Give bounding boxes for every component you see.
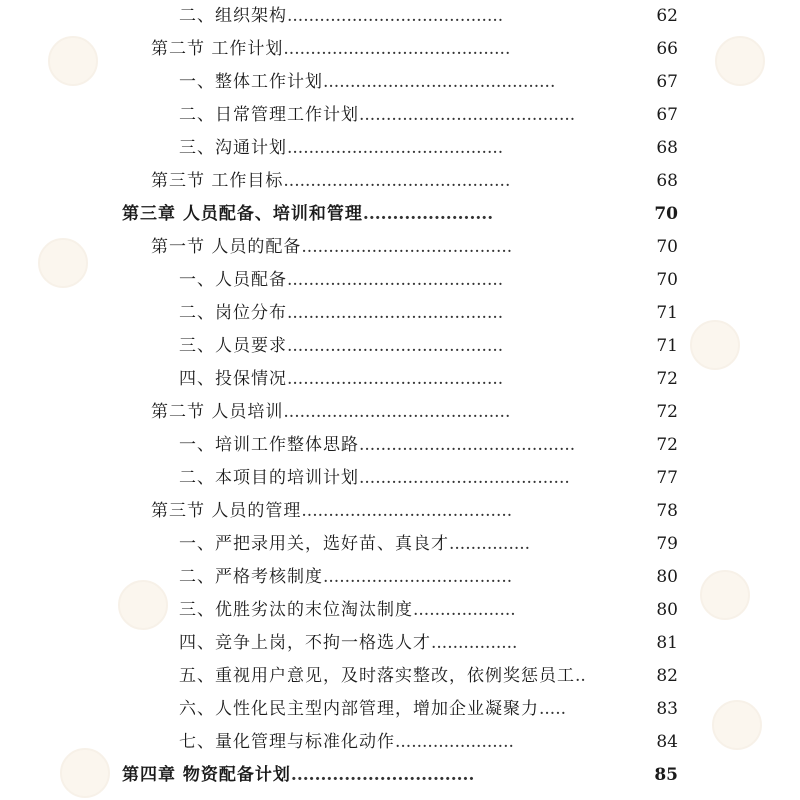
toc-entry-label: 四、竞争上岗，不拘一格选人才 xyxy=(179,633,431,653)
toc-entry-label: 三、优胜劣汰的末位淘汰制度 xyxy=(179,600,413,620)
toc-page-number: 71 xyxy=(656,303,678,323)
toc-entry-title xyxy=(122,198,493,231)
toc-entry-label: 五、重视用户意见，及时落实整改，依例奖惩员工 xyxy=(179,666,575,686)
toc-dot-leader: ........................................ xyxy=(359,435,576,455)
toc-entry-label: 第二节 人员培训 xyxy=(151,402,284,422)
toc-entry-label: 一、整体工作计划 xyxy=(179,72,323,92)
toc-entry-title xyxy=(151,165,510,198)
toc-entry-label: 一、人员配备 xyxy=(179,270,287,290)
toc-entry-item[interactable] xyxy=(0,99,800,132)
toc-entry-label: 二、岗位分布 xyxy=(179,303,287,323)
toc-entry-item[interactable] xyxy=(0,528,800,561)
toc-entry-chapter[interactable] xyxy=(0,759,800,792)
toc-entry-title xyxy=(179,693,566,726)
toc-page-number: 71 xyxy=(656,336,678,356)
toc-dot-leader: ....................................... xyxy=(301,237,513,257)
toc-dot-leader: ................ xyxy=(431,633,518,653)
toc-page-number: 62 xyxy=(656,6,678,26)
toc-page-number: 80 xyxy=(656,600,678,620)
toc-dot-leader: .......................................... xyxy=(283,39,511,59)
toc-entry-label: 七、量化管理与标准化动作 xyxy=(179,732,395,752)
toc-entry-item[interactable] xyxy=(0,132,800,165)
toc-entry-section[interactable] xyxy=(0,231,800,264)
toc-page-number: 68 xyxy=(656,138,678,158)
toc-entry-section[interactable] xyxy=(0,33,800,66)
toc-page-number: 70 xyxy=(656,270,678,290)
toc-entry-label: 第三节 工作目标 xyxy=(151,171,284,191)
toc-entry-item[interactable] xyxy=(0,660,800,693)
toc-page-number: 84 xyxy=(656,732,678,752)
toc-dot-leader: ........................................ xyxy=(287,369,504,389)
toc-entry-item[interactable] xyxy=(0,330,800,363)
toc-dot-leader: ........................................ xyxy=(287,270,504,290)
toc-entry-item[interactable] xyxy=(0,66,800,99)
toc-entry-title xyxy=(179,0,503,33)
toc-dot-leader: ........................................... xyxy=(323,72,556,92)
toc-entry-title xyxy=(179,528,530,561)
toc-dot-leader: ....................................... xyxy=(359,468,570,488)
toc-entry-label: 三、人员要求 xyxy=(179,336,287,356)
toc-entry-label: 二、日常管理工作计划 xyxy=(179,105,359,125)
toc-dot-leader: ........................................ xyxy=(287,303,504,323)
toc-dot-leader: ...................... xyxy=(362,204,494,224)
toc-dot-leader: .......................................... xyxy=(283,171,511,191)
toc-entry-title xyxy=(179,561,512,594)
toc-dot-leader: ........................................ xyxy=(287,6,504,26)
toc-entry-title xyxy=(179,462,570,495)
toc-entry-title xyxy=(151,396,510,429)
toc-entry-label: 四、投保情况 xyxy=(179,369,287,389)
toc-entry-title xyxy=(179,99,575,132)
toc-entry-title xyxy=(179,429,575,462)
toc-entry-label: 二、严格考核制度 xyxy=(179,567,323,587)
toc-page-number: 81 xyxy=(656,633,678,653)
toc-page-number: 78 xyxy=(656,501,678,521)
toc-entry-title xyxy=(179,660,586,693)
toc-entry-title xyxy=(179,363,503,396)
toc-dot-leader: ............................... xyxy=(290,765,475,785)
toc-entry-item[interactable] xyxy=(0,264,800,297)
toc-entry-title xyxy=(179,330,503,363)
toc-page-number: 82 xyxy=(656,666,678,686)
toc-entry-item[interactable] xyxy=(0,297,800,330)
toc-entry-label: 六、人性化民主型内部管理，增加企业凝聚力 xyxy=(179,699,539,719)
toc-entry-item[interactable] xyxy=(0,0,800,33)
toc-entry-item[interactable] xyxy=(0,594,800,627)
toc-page-number: 80 xyxy=(656,567,678,587)
toc-entry-title xyxy=(179,297,503,330)
toc-entry-item[interactable] xyxy=(0,429,800,462)
toc-page-number: 68 xyxy=(656,171,678,191)
toc-entry-title xyxy=(179,264,503,297)
toc-dot-leader: ........................................ xyxy=(359,105,576,125)
toc-dot-leader: .......................................... xyxy=(283,402,511,422)
toc-entry-label: 一、严把录用关，选好苗、真良才 xyxy=(179,534,449,554)
toc-page-number: 70 xyxy=(654,204,678,224)
toc-page-number: 67 xyxy=(656,105,678,125)
toc-dot-leader: ...................... xyxy=(395,732,514,752)
toc-entry-title xyxy=(151,231,512,264)
toc-dot-leader: ................... xyxy=(413,600,516,620)
toc-entry-section[interactable] xyxy=(0,495,800,528)
toc-entry-item[interactable] xyxy=(0,363,800,396)
toc-dot-leader: ....................................... xyxy=(301,501,513,521)
toc-entry-item[interactable] xyxy=(0,462,800,495)
toc-entry-title xyxy=(122,759,474,792)
toc-dot-leader: .. xyxy=(575,666,586,686)
toc-entry-title xyxy=(179,66,555,99)
toc-entry-item[interactable] xyxy=(0,693,800,726)
toc-page-number: 72 xyxy=(656,369,678,389)
toc-page-number: 79 xyxy=(656,534,678,554)
toc-entry-item[interactable] xyxy=(0,627,800,660)
toc-page-number: 85 xyxy=(654,765,678,785)
toc-entry-label: 第一节 人员的配备 xyxy=(151,237,302,257)
toc-dot-leader: ..... xyxy=(539,699,567,719)
toc-entry-title xyxy=(179,132,503,165)
toc-entry-label: 二、组织架构 xyxy=(179,6,287,26)
toc-entry-label: 第三节 人员的管理 xyxy=(151,501,302,521)
toc-dot-leader: ................................... xyxy=(323,567,513,587)
toc-page-number: 72 xyxy=(656,402,678,422)
toc-dot-leader: ............... xyxy=(449,534,531,554)
toc-dot-leader: ........................................ xyxy=(287,138,504,158)
toc-page-number: 67 xyxy=(656,72,678,92)
toc-entry-label: 三、沟通计划 xyxy=(179,138,287,158)
toc-dot-leader: ........................................ xyxy=(287,336,504,356)
toc-entry-label: 第二节 工作计划 xyxy=(151,39,284,59)
toc-entry-title xyxy=(151,495,512,528)
toc-page-number: 70 xyxy=(656,237,678,257)
toc-entry-label: 二、本项目的培训计划 xyxy=(179,468,359,488)
toc-entry-title xyxy=(151,33,510,66)
toc-entry-section[interactable] xyxy=(0,396,800,429)
toc-entry-title xyxy=(179,594,516,627)
toc-page-number: 83 xyxy=(656,699,678,719)
toc-entry-chapter[interactable] xyxy=(0,198,800,231)
toc-entry-item[interactable] xyxy=(0,726,800,759)
toc-entry-label: 一、培训工作整体思路 xyxy=(179,435,359,455)
toc-entry-item[interactable] xyxy=(0,561,800,594)
toc-page-number: 77 xyxy=(656,468,678,488)
toc-entry-section[interactable] xyxy=(0,165,800,198)
toc-entry-label: 第三章 人员配备、培训和管理 xyxy=(122,204,363,224)
toc-entry-title xyxy=(179,726,514,759)
toc-entry-label: 第四章 物资配备计划 xyxy=(122,765,291,785)
toc-page-number: 66 xyxy=(656,39,678,59)
toc-page-number: 72 xyxy=(656,435,678,455)
toc-entry-title xyxy=(179,627,517,660)
